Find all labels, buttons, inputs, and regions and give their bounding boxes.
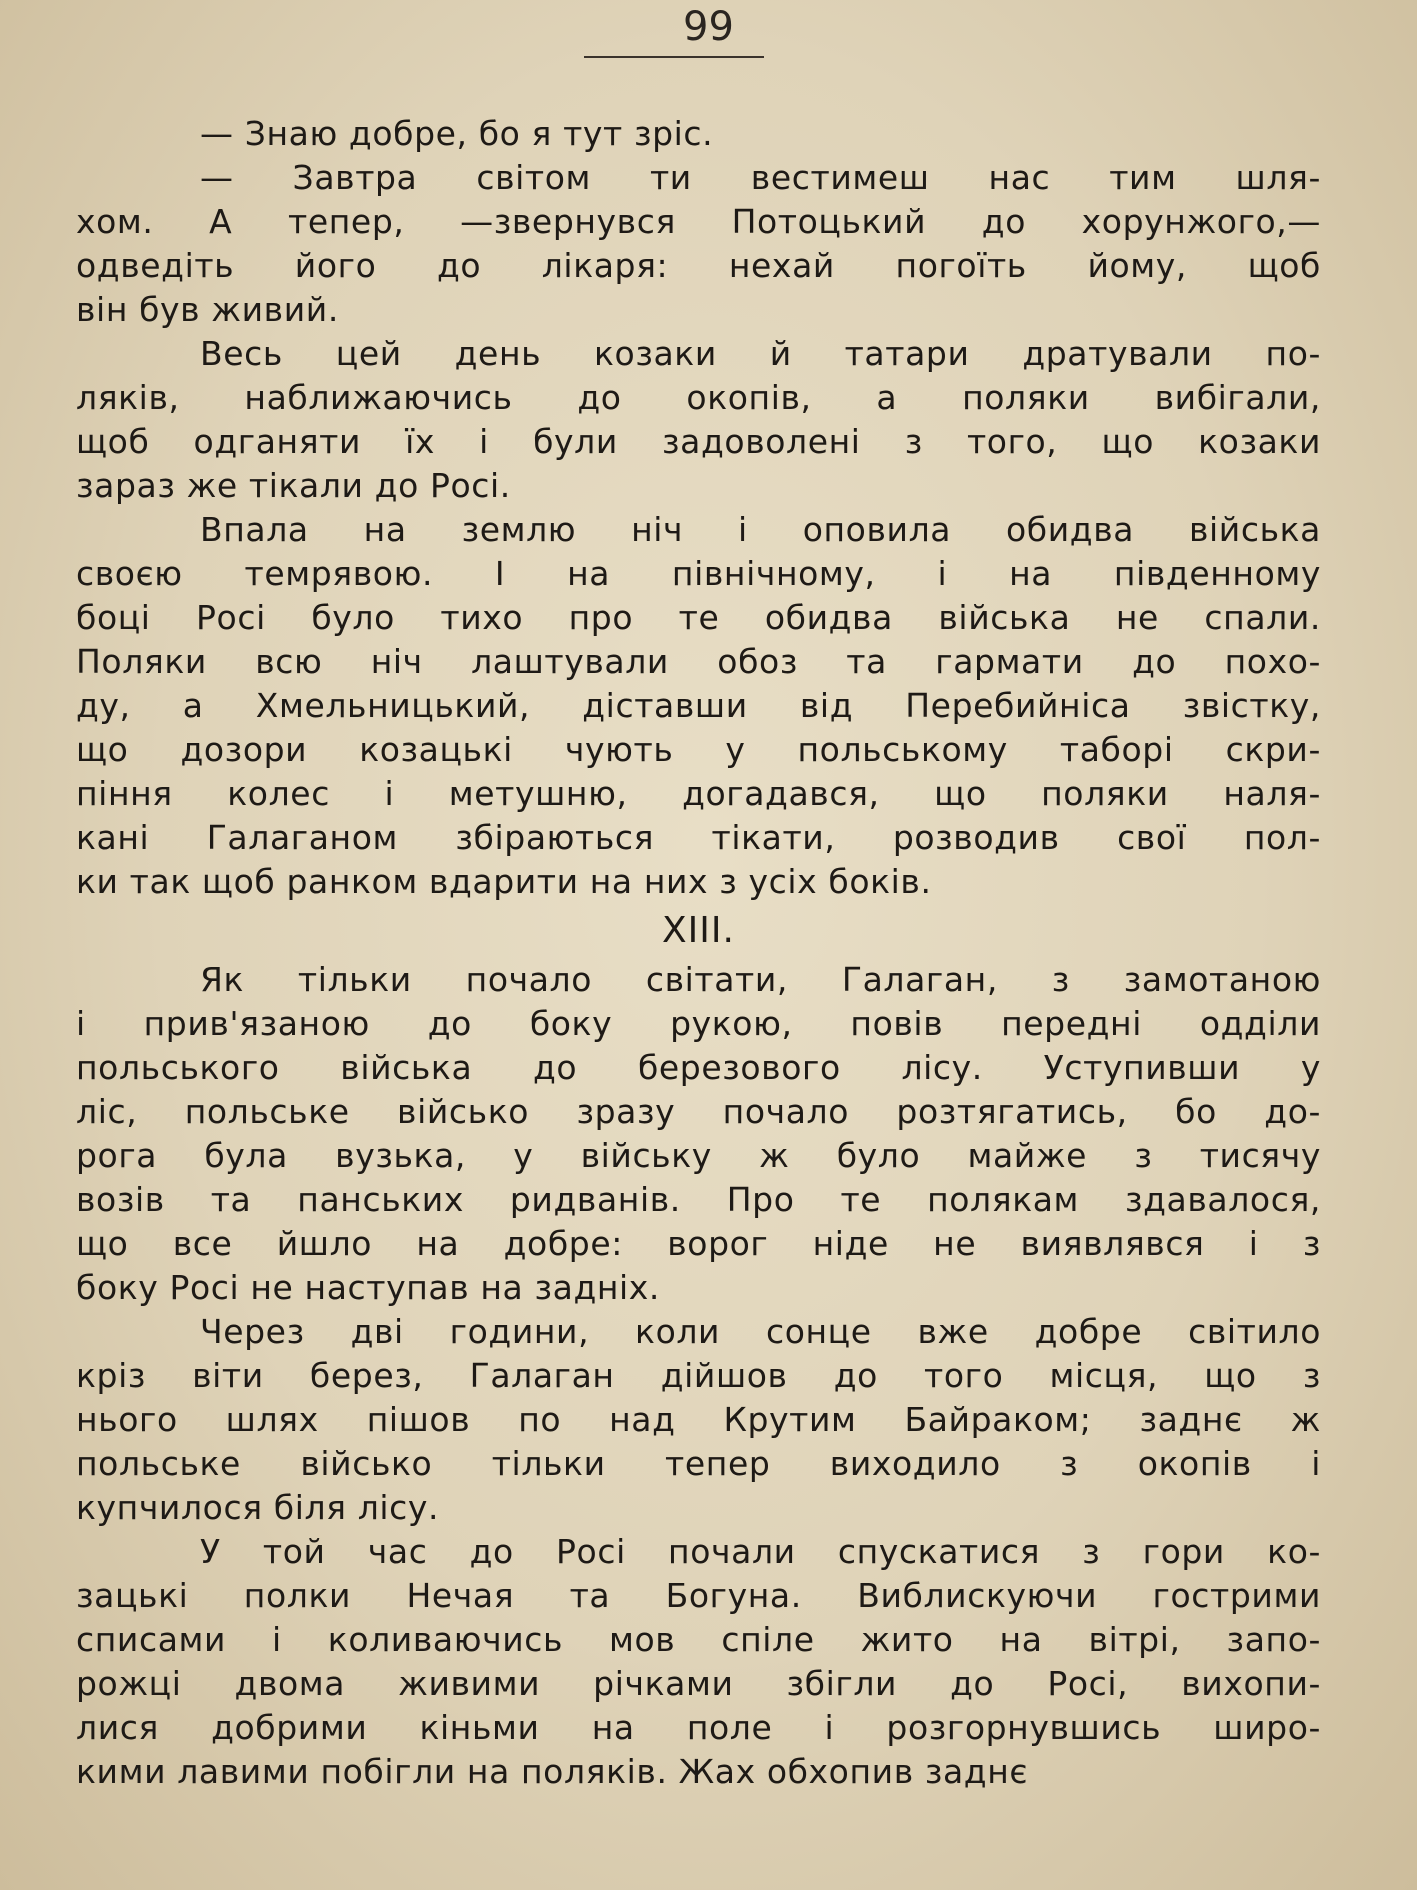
text-line: Поляки всю ніч лаштували обоз та гармати до похо-	[76, 642, 1321, 681]
text-line: кані Галаганом збіраються тікати, розводив свої пол-	[76, 818, 1321, 857]
text-line: — Знаю добре, бо я тут зріс.	[200, 114, 714, 153]
text-line: списами і коливаючись мов спіле жито на вітрі, запо-	[76, 1620, 1321, 1659]
text-line: зацькі полки Нечая та Богуна. Виблискуючи гострими	[76, 1576, 1321, 1615]
text-line: польського війська до березового лісу. Уступивши у	[76, 1048, 1321, 1087]
text-line: — Завтра світом ти вестимеш нас тим шля-	[200, 158, 1321, 197]
text-line: що дозори козацькі чують у польському таборі скри-	[76, 730, 1321, 769]
text-line: купчилося біля лісу.	[76, 1488, 440, 1527]
text-line: щоб одганяти їх і були задоволені з того, що козаки	[76, 422, 1321, 461]
text-line: боці Росі було тихо про те обидва війська не спали.	[76, 598, 1321, 637]
text-line: піння колес і метушню, догадався, що поляки наля-	[76, 774, 1321, 813]
text-line: своєю темрявою. І на північному, і на південному	[76, 554, 1321, 593]
text-line: хом. А тепер, —звернувся Потоцький до хорунжого,—	[76, 202, 1321, 241]
text-line: одведіть його до лікаря: нехай погоїть йому, щоб	[76, 246, 1321, 285]
text-line: рожці двома живими річками збігли до Росі, вихопи-	[76, 1664, 1321, 1703]
paragraph	[76, 156, 1321, 332]
text-line: лися добрими кіньми на поле і розгорнувшись широ-	[76, 1708, 1321, 1747]
chapter-heading: XIII.	[662, 910, 735, 951]
text-line: ки так щоб ранком вдарити на них з усіх боків.	[76, 862, 932, 901]
text-line: польське військо тільки тепер виходило з окопів і	[76, 1444, 1321, 1483]
text-line: ду, а Хмельницький, діставши від Перебийніса звістку,	[76, 686, 1321, 725]
text-line: боку Росі не наступав на задніх.	[76, 1268, 661, 1307]
text-line: і прив'язаною до боку рукою, повів передні одділи	[76, 1004, 1321, 1043]
text-line: рога була вузька, у війську ж було майже з тисячу	[76, 1136, 1321, 1175]
text-line: Весь цей день козаки й татари дратували по-	[200, 334, 1321, 373]
text-line: нього шлях пішов по над Крутим Байраком; заднє ж	[76, 1400, 1321, 1439]
page-number: 99	[683, 4, 734, 50]
text-line: що все йшло на добре: ворог ніде не виявлявся і з	[76, 1224, 1321, 1263]
text-line: Як тільки почало світати, Галаган, з замотаною	[200, 960, 1321, 999]
text-line: кими лавими побігли на поляків. Жах обхопив заднє	[76, 1752, 1029, 1791]
paragraph	[76, 112, 1321, 156]
text-line: Впала на землю ніч і оповила обидва війська	[200, 510, 1321, 549]
text-line: У той час до Росі почали спускатися з гори ко-	[200, 1532, 1321, 1571]
text-line: він був живий.	[76, 290, 339, 329]
text-line: Через дві години, коли сонце вже добре світило	[200, 1312, 1321, 1351]
text-line: ляків, наближаючись до окопів, а поляки вибігали,	[76, 378, 1321, 417]
paragraph	[76, 332, 1321, 508]
paragraph	[76, 1530, 1321, 1794]
text-line: зараз же тікали до Росі.	[76, 466, 511, 505]
paragraph	[76, 508, 1321, 904]
text-line: возів та панських ридванів. Про те полякам здавалося,	[76, 1180, 1321, 1219]
paragraph	[76, 1310, 1321, 1530]
text-line: кріз віти берез, Галаган дійшов до того місця, що з	[76, 1356, 1321, 1395]
page-body	[76, 112, 1321, 1794]
paragraph	[76, 958, 1321, 1310]
page-number-rule	[584, 56, 764, 58]
text-line: ліс, польське військо зразу почало розтягатись, бо до-	[76, 1092, 1321, 1131]
